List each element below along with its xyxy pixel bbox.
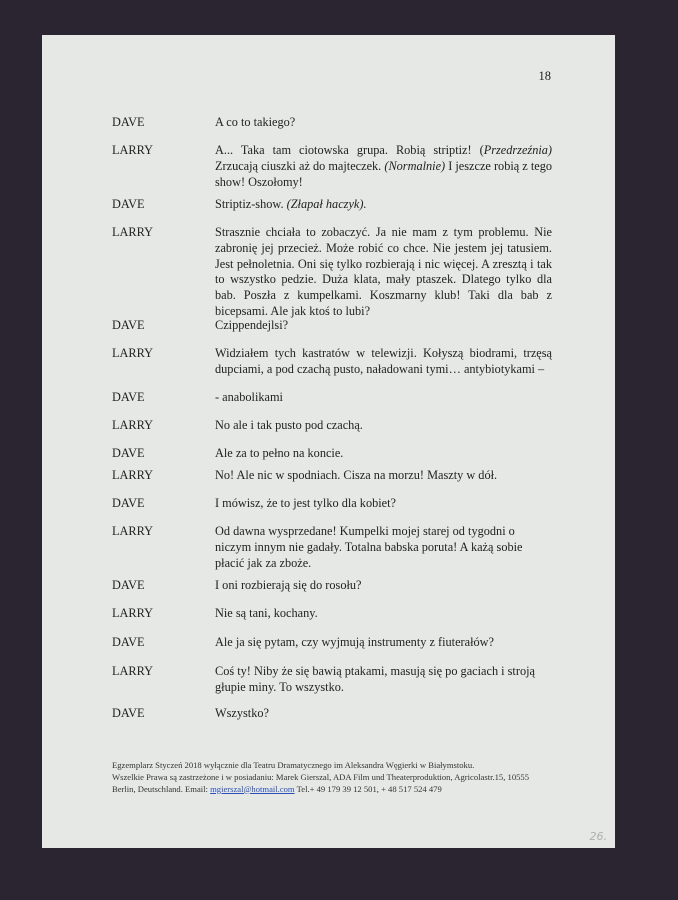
dialogue-line xyxy=(112,524,552,571)
speech-text xyxy=(215,143,552,190)
dialogue-line xyxy=(112,225,552,320)
speech-text: I oni rozbierają się do rosołu? xyxy=(215,578,362,592)
dialogue-line xyxy=(112,706,552,722)
dialogue-line xyxy=(112,446,552,462)
speaker-name: DAVE xyxy=(112,706,145,720)
speaker-name: DAVE xyxy=(112,318,145,332)
dialogue-line xyxy=(112,468,552,484)
page-number: 18 xyxy=(538,69,551,83)
footer-line-3 xyxy=(112,784,572,796)
speaker-name: LARRY xyxy=(112,606,153,620)
footer-line-3-prefix: Berlin, Deutschland. Email: xyxy=(112,783,211,794)
dialogue-line xyxy=(112,197,552,213)
footer-line-3-suffix: Tel.+ 49 179 39 12 501, + 48 517 524 479 xyxy=(294,783,442,794)
speech-text: No! Ale nic w spodniach. Cisza na morzu! Maszty w dół. xyxy=(215,468,498,482)
dialogue-line xyxy=(112,115,552,131)
speech-text: Strasznie chciała to zobaczyć. Ja nie mam z tym problemu. Nie zabronię jej przecież. Może robić co chce. Nie jestem jej tatusiem. Jest pełnoletnia. Oni się tylko rozbierają i nic więcej. A zresztą i tak to wszystko pedzie. Duża klata, mały ptaszek. Dlatego tylko dla bab. Poszła z kumpelkami. Koszmarny klub! Taki dla bab z bicepsami. Ale jak ktoś to lubi? xyxy=(215,225,552,318)
speech-text: Wszystko? xyxy=(215,706,269,720)
dialogue-line xyxy=(112,418,552,434)
dialogue-line xyxy=(112,635,552,651)
stage-direction: Przedrzeźnia) xyxy=(483,143,552,157)
script-page xyxy=(42,35,615,848)
speech-text: Coś ty! Niby że się bawią ptakami, masują się po gaciach i stroją głupie miny. To wszystko. xyxy=(215,664,535,694)
copyright-footer xyxy=(112,760,572,795)
footer-line-1: Egzemplarz Styczeń 2018 wyłącznie dla Teatru Dramatycznego im Aleksandra Węgierki w Białymstoku. xyxy=(112,760,475,770)
dialogue-line xyxy=(112,143,552,190)
speaker-name: DAVE xyxy=(112,635,145,649)
speech-text: Ale ja się pytam, czy wyjmują instrumenty z fiuterałów? xyxy=(215,635,494,649)
dialogue-line xyxy=(112,606,552,622)
dialogue-line xyxy=(112,318,552,334)
speaker-name: LARRY xyxy=(112,524,153,538)
dialogue-line xyxy=(112,496,552,512)
speaker-name: LARRY xyxy=(112,143,153,157)
speaker-name: LARRY xyxy=(112,664,153,678)
speech-fragment: Striptiz-show. xyxy=(215,197,287,211)
speech-text: I mówisz, że to jest tylko dla kobiet? xyxy=(215,496,396,510)
handwritten-page-mark: 26. xyxy=(589,830,607,843)
speech-text: Ale za to pełno na koncie. xyxy=(215,446,344,460)
speech-text: Widziałem tych kastratów w telewizji. Kołyszą biodrami, trzęsą dupciami, a pod czachą pusto, naładowani tymi… antybiotykami – xyxy=(215,346,552,376)
speech-text: A co to takiego? xyxy=(215,115,296,129)
stage-direction: (Normalnie) xyxy=(384,158,446,173)
speaker-name: DAVE xyxy=(112,446,145,460)
speech-text: - anabolikami xyxy=(215,390,283,404)
speech-text: Czippendejlsi? xyxy=(215,318,289,332)
speaker-name: DAVE xyxy=(112,115,145,129)
speaker-name: LARRY xyxy=(112,225,153,239)
speaker-name: DAVE xyxy=(112,578,145,592)
speaker-name: DAVE xyxy=(112,390,145,404)
dialogue-line xyxy=(112,346,552,378)
speech-fragment: A... Taka tam ciotowska grupa. Robią striptiz! ( xyxy=(215,143,484,157)
speech-fragment: I jeszcze robią z tego show! Oszołomy! xyxy=(215,158,552,189)
speaker-name: LARRY xyxy=(112,346,153,360)
speaker-name: LARRY xyxy=(112,418,153,432)
footer-line-2: Wszelkie Prawa są zastrzeżone i w posiadaniu: Marek Gierszal, ADA Film und Theaterproduktion, Agricolastr.15, 10555 xyxy=(112,771,530,782)
speaker-name: DAVE xyxy=(112,496,145,510)
speech-fragment: Zrzucają ciuszki aż do majteczek. xyxy=(215,158,385,173)
stage-direction: (Złapał haczyk). xyxy=(286,197,367,211)
speech-text: Nie są tani, kochany. xyxy=(215,606,318,620)
dialogue-line xyxy=(112,664,552,696)
speech-text xyxy=(215,197,552,213)
speech-text: No ale i tak pusto pod czachą. xyxy=(215,418,363,432)
speech-text: Od dawna wysprzedane! Kumpelki mojej starej od tygodni o niczym innym nie gadały. Totalna babska poruta! A każą sobie płacić jak za zboże. xyxy=(215,524,523,570)
dialogue-line xyxy=(112,578,552,594)
dialogue-line xyxy=(112,390,552,406)
email-link[interactable]: mgierszal@hotmail.com xyxy=(210,783,295,794)
speaker-name: LARRY xyxy=(112,468,153,482)
speaker-name: DAVE xyxy=(112,197,145,211)
